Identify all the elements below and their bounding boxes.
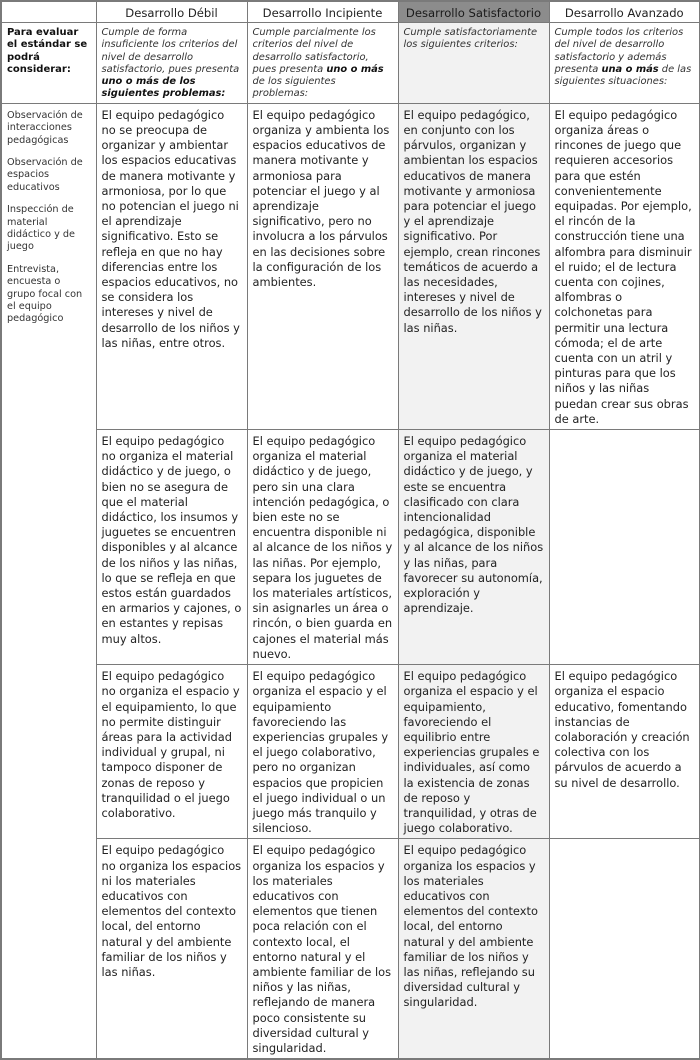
cell-incipiente: El equipo pedagógico organiza y ambienta los espacios educativos de manera motivante y armoniosa para potenciar el juego y al aprendizaje significativo, pero no involucra a los párvulos en las decisiones sobre la configuración de los ambientes. bbox=[247, 103, 398, 429]
cell-satisfactorio: El equipo pedagógico organiza los espacios y los materiales educativos con elementos del contexto local, del entorno natural y del ambiente familiar de los niños y las niñas, reflejando su diversidad cultural y singularidad. bbox=[398, 839, 549, 1059]
cell-avanzado bbox=[549, 839, 700, 1059]
empty-corner bbox=[1, 1, 96, 23]
cell-satisfactorio: El equipo pedagógico organiza el material didáctico y de juego, y este se encuentra clasificado con clara intencionalidad pedagógica, disponible y al alcance de los niños y las niñas, para favorecer su autonomía, exploración y aprendizaje. bbox=[398, 430, 549, 665]
method-item: Observación de espacios educativos bbox=[7, 157, 83, 193]
header-incipiente: Desarrollo Incipiente bbox=[247, 1, 398, 23]
header-avanzado: Desarrollo Avanzado bbox=[549, 1, 700, 23]
intro-avanzado: Cumple todos los criterios del nivel de desarrollo satisfactorio y además presenta una o más de las siguientes situaciones: bbox=[549, 23, 700, 104]
method-item: Inspección de material didáctico y de juego bbox=[7, 204, 75, 253]
intro-satisfactorio: Cumple satisfactoriamente los siguientes criterios: bbox=[398, 23, 549, 104]
cell-avanzado: El equipo pedagógico organiza el espacio educativo, fomentando instancias de colaboración y creación colectiva con los párvulos de acuerdo a su nivel de desarrollo. bbox=[549, 665, 700, 839]
intro-row bbox=[1, 23, 700, 104]
cell-debil: El equipo pedagógico no organiza los espacios ni los materiales educativos con elementos del contexto local, del entorno natural y del ambiente familiar de los niños y las niñas. bbox=[96, 839, 247, 1059]
cell-incipiente: El equipo pedagógico organiza el material didáctico y de juego, pero sin una clara intención pedagógica, o bien este no se encuentra disponible ni al alcance de los niños y las niñas. Por ejemplo, separa los juguetes de los materiales artísticos, sin asignarles un área o rincón, o bien guarda en cajones el material más nuevo. bbox=[247, 430, 398, 665]
header-row bbox=[1, 1, 700, 23]
evaluation-methods bbox=[1, 103, 96, 1059]
table-row bbox=[1, 103, 700, 429]
cell-incipiente: El equipo pedagógico organiza el espacio y el equipamiento favoreciendo las experiencias grupales y el juego colaborativo, pero no organizan espacios que propicien el juego individual o un juego más tranquilo y silencioso. bbox=[247, 665, 398, 839]
method-item: Observación de interacciones pedagógicas bbox=[7, 109, 83, 146]
cell-incipiente: El equipo pedagógico organiza los espacios y los materiales educativos con elementos que tienen poca relación con el contexto local, el entorno natural y el ambiente familiar de los niños y las niñas, reflejando de manera poco consistente su diversidad cultural y singularidad. bbox=[247, 839, 398, 1059]
left-header: Para evaluar el estándar se podrá considerar: bbox=[1, 23, 96, 104]
cell-avanzado bbox=[549, 430, 700, 665]
cell-satisfactorio: El equipo pedagógico, en conjunto con los párvulos, organizan y ambientan los espacios educativos de manera motivante y armoniosa para potenciar el juego y el aprendizaje significativo. Por ejemplo, crean rincones temáticos de acuerdo a las necesidades, intereses y nivel de desarrollo de los niños y las niñas. bbox=[398, 103, 549, 429]
cell-satisfactorio: El equipo pedagógico organiza el espacio y el equipamiento, favoreciendo el equilibrio entre experiencias grupales e individuales, así como la existencia de zonas de reposo y tranquilidad, y otras de juego colaborativo. bbox=[398, 665, 549, 839]
cell-avanzado: El equipo pedagógico organiza áreas o rincones de juego que requieren accesorios para que estén convenientemente equipadas. Por ejemplo, el rincón de la construcción tiene una alfombra para disminuir el ruido; el de lectura cuenta con cojines, alfombras o colchonetas para permitir una lectura cómoda; el de arte cuenta con un atril y pinturas para que los niños y las niñas puedan crear sus obras de arte. bbox=[549, 103, 700, 429]
table-row bbox=[1, 839, 700, 1059]
method-item: Entrevista, encuesta o grupo focal con el equipo pedagógico bbox=[7, 263, 83, 325]
cell-debil: El equipo pedagógico no organiza el espacio y el equipamiento, lo que no permite distinguir áreas para la actividad individual y grupal, ni tampoco disponer de zonas de reposo y tranquilidad o el juego colaborativo. bbox=[96, 665, 247, 839]
header-satisfactorio: Desarrollo Satisfactorio bbox=[398, 1, 549, 23]
header-debil: Desarrollo Débil bbox=[96, 1, 247, 23]
intro-incipiente: Cumple parcialmente los criterios del nivel de desarrollo satisfactorio, pues presenta uno o más de los siguientes problemas: bbox=[247, 23, 398, 104]
table-row bbox=[1, 665, 700, 839]
cell-debil: El equipo pedagógico no organiza el material didáctico y de juego, o bien no se asegura de que el material didáctico, los insumos y juguetes se encuentren disponibles y al alcance de los niños y las niñas, lo que se refleja en que estos están guardados en armarios y cajones, o en estantes y repisas muy altos. bbox=[96, 430, 247, 665]
table-row bbox=[1, 430, 700, 665]
intro-debil: Cumple de forma insuficiente los criterios del nivel de desarrollo satisfactorio, pues presenta uno o más de los siguientes problemas: bbox=[96, 23, 247, 104]
cell-debil: El equipo pedagógico no se preocupa de organizar y ambientar los espacios educativas de manera motivante y armoniosa, por lo que no potencian el juego ni el aprendizaje significativo. Esto se refleja en que no hay diferencias entre los espacios educativos, no se considera los intereses y nivel de desarrollo de los niños y las niñas, entre otros. bbox=[96, 103, 247, 429]
